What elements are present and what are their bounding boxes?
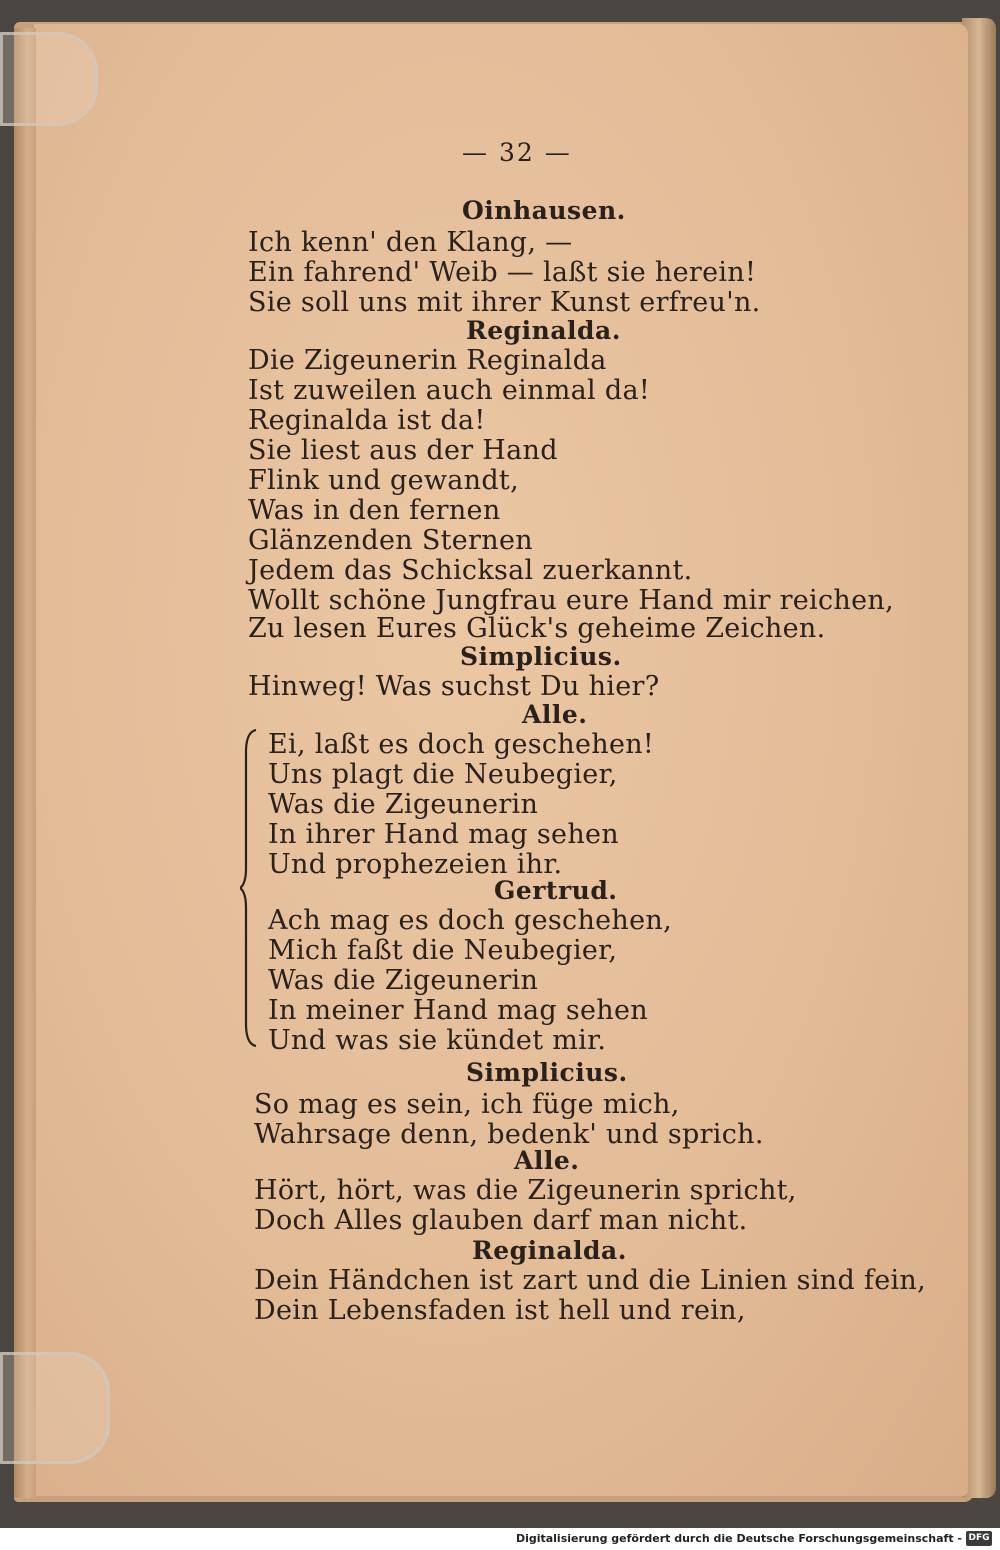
- verse-line: Ach mag es doch geschehen,: [268, 905, 672, 936]
- dfg-logo: DFG: [966, 1531, 992, 1546]
- speaker-name: Reginalda.: [472, 1236, 627, 1265]
- verse-line: Wahrsage denn, bedenk' und sprich.: [254, 1119, 764, 1150]
- verse-line: Reginalda ist da!: [248, 405, 486, 436]
- verse-line: Sie soll uns mit ihrer Kunst erfreu'n.: [248, 287, 761, 318]
- verse-line: Dein Händchen ist zart und die Linien sind fein,: [254, 1265, 926, 1296]
- funding-credit: Digitalisierung gefördert durch die Deutsche Forschungsgemeinschaft -: [515, 1532, 962, 1545]
- speaker-name: Alle.: [522, 700, 588, 729]
- verse-line: Doch Alles glauben darf man nicht.: [254, 1205, 748, 1236]
- verse-line: Was in den fernen: [248, 495, 501, 526]
- verse-line: Ein fahrend' Weib — laßt sie herein!: [248, 257, 757, 288]
- verse-line: Flink und gewandt,: [248, 465, 519, 496]
- verse-line: Uns plagt die Neubegier,: [268, 759, 618, 790]
- speaker-name: Simplicius.: [466, 1058, 628, 1087]
- brace-icon: [240, 728, 260, 1048]
- verse-line: Und was sie kündet mir.: [268, 1025, 607, 1056]
- verse-line: Ist zuweilen auch einmal da!: [248, 375, 651, 406]
- verse-line: Ei, laßt es doch geschehen!: [268, 729, 655, 760]
- verse-line: Sie liest aus der Hand: [248, 435, 558, 466]
- verse-line: In meiner Hand mag sehen: [268, 995, 648, 1026]
- verse-line: Was die Zigeunerin: [268, 789, 539, 820]
- verse-line: In ihrer Hand mag sehen: [268, 819, 619, 850]
- page-number: — 32 —: [462, 138, 572, 167]
- speaker-name: Simplicius.: [460, 642, 622, 671]
- verse-line: Glänzenden Sternen: [248, 525, 533, 556]
- speaker-name: Alle.: [514, 1146, 580, 1175]
- verse-line: Und prophezeien ihr.: [268, 849, 563, 880]
- verse-line: Zu lesen Eures Glück's geheime Zeichen.: [248, 613, 826, 644]
- verse-line: Wollt schöne Jungfrau eure Hand mir reichen,: [248, 585, 894, 616]
- footer-bar: [0, 1528, 1000, 1550]
- verse-line: Was die Zigeunerin: [268, 965, 539, 996]
- verse-line: Ich kenn' den Klang, —: [248, 227, 573, 258]
- verse-line: Hinweg! Was suchst Du hier?: [248, 671, 660, 702]
- speaker-name: Reginalda.: [466, 316, 621, 345]
- verse-line: Mich faßt die Neubegier,: [268, 935, 618, 966]
- verse-line: Die Zigeunerin Reginalda: [248, 345, 607, 376]
- verse-line: Jedem das Schicksal zuerkannt.: [248, 555, 693, 586]
- verse-line: So mag es sein, ich füge mich,: [254, 1089, 680, 1120]
- speaker-name: Oinhausen.: [462, 196, 626, 225]
- verse-line: Dein Lebensfaden ist hell und rein,: [254, 1295, 746, 1326]
- verse-line: Hört, hört, was die Zigeunerin spricht,: [254, 1175, 797, 1206]
- speaker-name: Gertrud.: [494, 876, 618, 905]
